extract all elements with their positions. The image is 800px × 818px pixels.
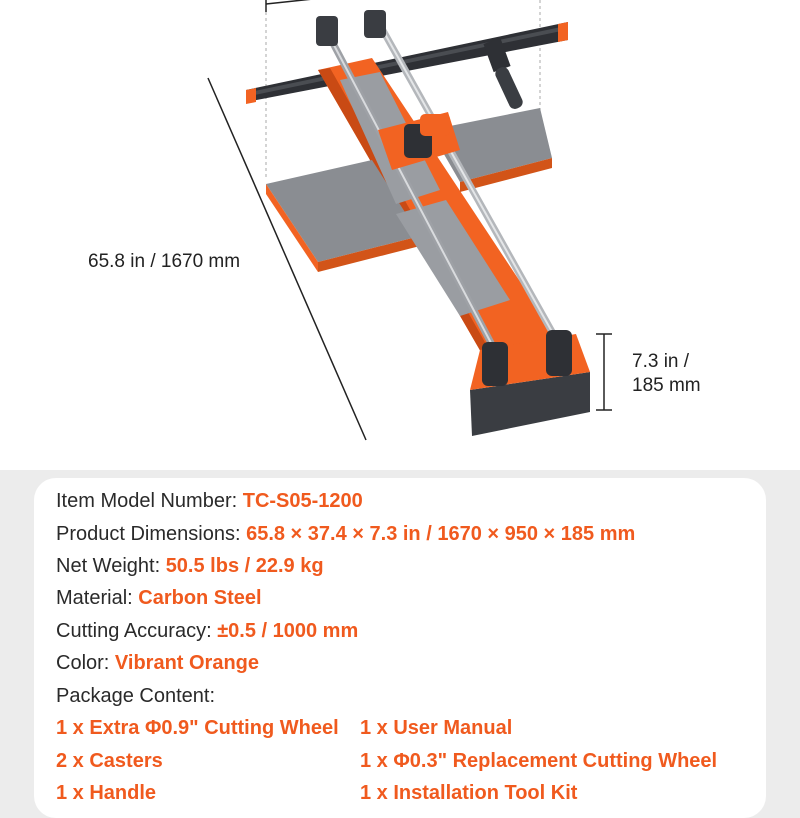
spec-label: Net Weight: (56, 555, 166, 577)
spec-label: Material: (56, 587, 139, 609)
spec-label: Color: (56, 652, 115, 674)
length-dimension-label: 65.8 in / 1670 mm (88, 251, 241, 272)
spec-net-weight (56, 553, 324, 579)
height-dimension-label (632, 350, 752, 398)
package-item: 1 x Φ0.3" Replacement Cutting Wheel (360, 750, 718, 772)
spec-color (56, 650, 259, 676)
height-label-line2: 185 mm (632, 375, 701, 396)
package-item: 1 x Handle (56, 782, 157, 804)
spec-value: TC-S05-1200 (242, 490, 363, 512)
spec-dimensions (56, 521, 635, 547)
spec-label: Item Model Number: (56, 490, 243, 512)
package-content-heading: Package Content: (56, 685, 215, 707)
spec-label: Product Dimensions: (56, 523, 247, 545)
height-label-line1: 7.3 in / (632, 351, 690, 372)
spec-value: ±0.5 / 1000 mm (217, 620, 359, 642)
spec-value: Carbon Steel (138, 587, 262, 609)
package-item: 1 x Installation Tool Kit (360, 782, 578, 804)
spec-value: 50.5 lbs / 22.9 kg (165, 555, 324, 577)
spec-label: Cutting Accuracy: (56, 620, 218, 642)
spec-value: Vibrant Orange (114, 652, 260, 674)
spec-cutting-accuracy (56, 618, 358, 644)
spec-card (34, 478, 766, 818)
spec-value: 65.8 × 37.4 × 7.3 in / 1670 × 950 × 185 mm (246, 523, 636, 545)
spec-model-number (56, 488, 363, 514)
spec-material (56, 585, 262, 611)
package-item: 2 x Casters (56, 750, 163, 772)
package-item: 1 x Extra Φ0.9" Cutting Wheel (56, 717, 339, 739)
package-item: 1 x User Manual (360, 717, 513, 739)
